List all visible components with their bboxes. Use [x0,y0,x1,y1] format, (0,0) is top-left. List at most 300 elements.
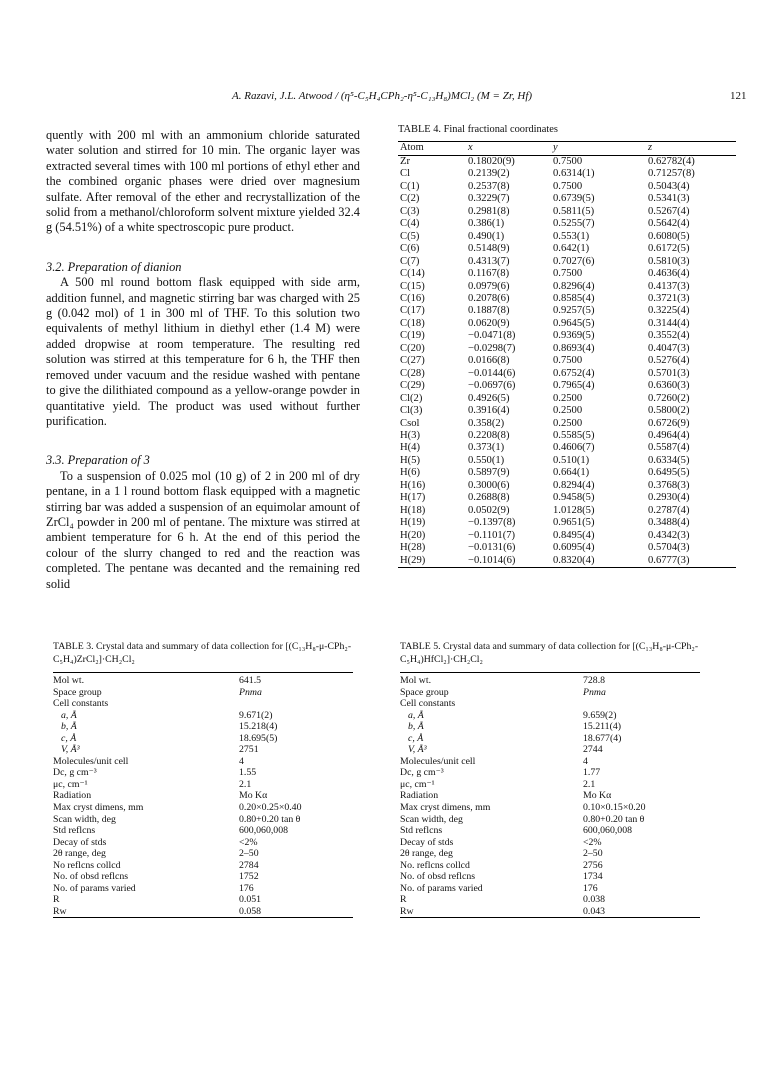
coordinate-cell: 0.3721(3) [648,292,690,304]
table-3 [53,672,353,918]
coordinate-cell: 0.62782(4) [648,156,695,167]
table-row [398,206,736,218]
coordinate-cell: 0.4313(7) [468,255,510,267]
coordinate-cell: 0.5704(3) [648,542,690,554]
coordinate-cell: 0.5043(4) [648,180,690,192]
coordinate-cell: 0.18020(9) [468,156,515,167]
coordinate-cell: 0.5148(9) [468,243,510,255]
coordinate-cell: 0.2139(2) [468,168,510,180]
atom-cell: H(18) [400,504,426,516]
table-row [398,156,736,169]
table-row [400,744,700,756]
table-row [398,455,736,467]
table-row [398,442,736,454]
table-4-caption: TABLE 4. Final fractional coordinates [398,124,558,135]
atom-cell: C(3) [400,205,420,217]
coordinate-cell: 0.2208(8) [468,429,510,441]
table-row [398,355,736,367]
coordinate-cell: −0.0131(6) [468,542,516,554]
parameter-value: 2756 [583,859,603,871]
atom-cell: C(15) [400,280,425,292]
parameter-value: <2% [239,836,258,848]
coordinate-cell: 0.358(2) [468,417,505,429]
table-row [398,542,736,554]
coordinate-cell: 0.4137(3) [648,280,690,292]
parameter-value: Mo Kα [583,790,612,802]
table-row [53,687,353,699]
parameter-value: 0.038 [583,894,606,906]
table-3-crystal-data-zr [53,640,353,918]
table-row [398,318,736,330]
table-row [400,721,700,733]
parameter-value: 641.5 [239,673,353,687]
table-row [400,894,700,906]
atom-cell: H(19) [400,517,426,529]
table-row [398,281,736,293]
table-row [53,779,353,791]
parameter-value: 2–50 [583,848,603,860]
coordinate-cell: 0.6080(5) [648,230,690,242]
table-row [53,767,353,779]
table-row [398,418,736,430]
parameter-label: Radiation [400,790,439,802]
coordinate-cell: 0.5255(7) [553,218,595,230]
column-header: z [648,142,653,153]
coordinate-cell: 0.6777(3) [646,555,736,568]
coordinate-cell: 0.5800(2) [648,405,690,417]
parameter-value [583,698,700,710]
parameter-label: Max cryst dimens, mm [53,802,144,814]
parameter-value: 4 [239,755,244,767]
parameter-value: 15.211(4) [583,721,622,733]
coordinate-cell: 0.4926(5) [468,392,510,404]
table-row [398,480,736,492]
coordinate-cell: 0.4636(4) [648,268,690,280]
table-row [53,894,353,906]
coordinate-cell: 0.2500 [553,392,583,404]
table-row [398,181,736,193]
coordinate-cell: 0.6495(5) [648,467,690,479]
table-5-crystal-data-hf [400,640,700,918]
parameter-label: No. of params varied [53,882,136,894]
atom-cell: C(2) [400,193,420,205]
parameter-label: 2θ range, deg [53,848,106,860]
coordinate-cell: 0.2787(4) [648,504,690,516]
table-row [400,802,700,814]
parameter-value: 9.659(2) [583,709,617,721]
parameter-value: 1752 [239,871,259,883]
coordinate-cell: −0.0471(8) [468,330,516,342]
table-4 [398,141,736,568]
table-4-coordinates [398,124,736,568]
coordinate-cell: 0.6172(5) [648,243,690,255]
parameter-label: R [400,894,407,906]
atom-cell: C(20) [400,342,425,354]
parameter-label: No. of obsd reflcns [400,871,476,883]
coordinate-cell: 0.5341(3) [648,193,690,205]
table-5-caption: TABLE 5. Crystal data and summary of data collection for [(C₁₃H₈-μ-CPh₂-C₅H₄)HfCl₂]·CH₂Cl₂ [400,641,699,665]
atom-cell: C(17) [400,305,425,317]
table-row [400,825,700,837]
parameter-label: Mol wt. [400,673,583,687]
coordinate-cell: −0.0697(6) [468,380,516,392]
table-row [400,906,700,918]
coordinate-cell: 0.7260(2) [648,392,690,404]
parameter-value: 18.677(4) [583,732,622,744]
atom-cell: H(16) [400,479,426,491]
coordinate-cell: 0.9651(5) [553,517,595,529]
atom-cell: C(19) [400,330,425,342]
coordinate-cell: 0.2688(8) [468,492,510,504]
coordinate-cell: 0.510(1) [553,454,590,466]
section-heading-3-2: 3.2. Preparation of dianion [46,259,182,274]
atom-cell: C(27) [400,355,425,367]
table-row [53,790,353,802]
table-row [400,673,700,687]
table-row [398,256,736,268]
table-row [53,825,353,837]
table-row [398,430,736,442]
coordinate-cell: 0.5587(4) [648,442,690,454]
parameter-label: Max cryst dimens, mm [400,802,491,814]
coordinate-cell: 0.71257(8) [648,168,695,180]
atom-cell: H(29) [398,555,466,568]
parameter-label: V, Å³ [408,744,427,756]
coordinate-cell: 0.3488(4) [648,517,690,529]
coordinate-cell: 0.386(1) [468,218,505,230]
paragraph-dianion: A 500 ml round bottom flask equipped with side arm, addition funnel, and magnetic stirring bar was charged with 25 g (0.042 mol) of 1 in 300 ml of THF. To this solution two equivalents of methyl lithium in diethyl ether (1.4 M) were added dropwise at room temperature. The resulting red solution was stirred at this temperature for 6 h, the THF then removed under vacuum and the residue washed with pentane to give the dilithiated compound as a yellow-orange powder in quantitative yield. The product was used without further purification. [46,275,360,428]
coordinate-cell: 0.0620(9) [468,317,510,329]
parameter-value: 0.058 [239,906,353,918]
coordinate-cell: 0.3768(3) [648,479,690,491]
coordinate-cell: 0.7500 [553,268,583,280]
parameter-label: Radiation [53,790,92,802]
coordinate-cell: 0.4964(4) [648,429,690,441]
atom-cell: H(28) [400,542,426,554]
table-row [53,756,353,768]
parameter-label: Molecules/unit cell [400,755,476,767]
table-row [400,756,700,768]
atom-cell: H(17) [400,492,426,504]
atom-cell: H(5) [400,454,421,466]
parameter-label: Dc, g cm⁻³ [53,767,97,779]
table-row [398,330,736,342]
table-row [53,733,353,745]
parameter-value: Mo Kα [239,790,268,802]
table-5 [400,672,700,918]
atom-cell: C(1) [400,180,420,192]
table-row [398,168,736,180]
parameter-value: <2% [583,836,602,848]
parameter-value: 728.8 [583,673,700,687]
table-row [53,848,353,860]
atom-cell: C(7) [400,255,420,267]
parameter-value: 2744 [583,744,603,756]
coordinate-cell: 0.7500 [553,355,583,367]
coordinate-cell: 0.8585(4) [553,292,595,304]
parameter-label: No reflcns collcd [53,859,121,871]
parameter-value: Pnma [239,686,262,698]
coordinate-cell: 0.2981(8) [468,205,510,217]
coordinate-cell: 0.9369(5) [553,330,595,342]
parameter-label: No. of params varied [400,882,483,894]
coordinate-cell: 0.8294(4) [553,479,595,491]
table-row [53,883,353,895]
coordinate-cell: 0.7027(6) [553,255,595,267]
parameter-value: 4 [583,755,588,767]
coordinate-cell: 0.5267(4) [648,205,690,217]
parameter-label: c, Å [408,732,424,744]
coordinate-cell: 0.8693(4) [553,342,595,354]
table-row [398,492,736,504]
table-row [398,467,736,479]
coordinate-cell: 0.4606(7) [553,442,595,454]
table-row [398,555,736,568]
table-row [53,814,353,826]
parameter-value: 176 [239,882,254,894]
coordinate-cell: 0.6752(4) [553,367,595,379]
table-row [398,530,736,542]
coordinate-cell: 0.7500 [553,180,583,192]
parameter-label: μc, cm⁻¹ [53,778,88,790]
column-header: x [468,142,473,153]
coordinate-cell: −0.0298(7) [468,342,516,354]
coordinate-cell: 0.5701(3) [648,367,690,379]
parameter-value: 176 [583,882,598,894]
coordinate-cell: 0.642(1) [553,243,590,255]
coordinate-cell: 0.1167(8) [468,268,510,280]
coordinate-cell: 0.3144(4) [648,317,690,329]
column-header: Atom [400,142,424,153]
coordinate-cell: 0.0166(8) [468,355,510,367]
table-row [398,405,736,417]
coordinate-cell: 0.5810(3) [648,255,690,267]
table-row [53,860,353,872]
atom-cell: C(18) [400,317,425,329]
parameter-value: 600,060,008 [583,825,632,837]
coordinate-cell: 0.6314(1) [553,168,595,180]
table-row [53,698,353,710]
table-row [53,744,353,756]
parameter-value: 18.695(5) [239,732,278,744]
atom-cell: C(29) [400,380,425,392]
coordinate-cell: 0.8320(4) [551,555,646,568]
table-row [398,293,736,305]
coordinate-cell: 0.6360(3) [648,380,690,392]
atom-cell: C(28) [400,367,425,379]
parameter-value: Pnma [583,686,606,698]
page-number: 121 [730,90,747,102]
parameter-label: Cell constants [400,698,456,710]
parameter-label: Std reflcns [53,825,96,837]
parameter-value: 2751 [239,744,259,756]
table-3-caption: TABLE 3. Crystal data and summary of data collection for [(C₁₃H₈-μ-CPh₂-C₅H₄)ZrCl₂]·CH₂Cl₂ [53,641,352,665]
table-row [398,218,736,230]
coordinate-cell: −0.1397(8) [468,517,516,529]
coordinate-cell: 0.2930(4) [648,492,690,504]
atom-cell: C(6) [400,243,420,255]
parameter-value: 2.1 [239,778,252,790]
table-row [400,698,700,710]
parameter-label: V, Å³ [61,744,80,756]
coordinate-cell: 1.0128(5) [553,504,595,516]
parameter-label: Decay of stds [400,836,454,848]
table-row [53,802,353,814]
parameter-value: 0.043 [583,906,700,918]
parameter-label: Scan width, deg [400,813,463,825]
parameter-label: No. reflcns collcd [400,859,470,871]
atom-cell: H(3) [400,429,421,441]
coordinate-cell: 0.2500 [553,405,583,417]
parameter-label: c, Å [61,732,77,744]
coordinate-cell: 0.1887(8) [468,305,510,317]
coordinate-cell: 0.5642(4) [648,218,690,230]
atom-cell: H(4) [400,442,421,454]
table-row [400,733,700,745]
coordinate-cell: 0.550(1) [468,454,505,466]
paragraph-continued: quently with 200 ml with an ammonium chloride saturated water solution and stirred for 10 min. The organic layer was extracted several times with 100 ml portions of ethyl ether and the combined organic phases were dried over magnesium sulfate. After removal of the ether and recrystallization of the solid from a methanol/chloroform solvent mixture yielded 32.4 g (54.51%) of a white spectroscopic pure product. [46,128,360,235]
coordinate-cell: 0.664(1) [553,467,590,479]
table-row [400,837,700,849]
coordinate-cell: 0.6095(4) [553,542,595,554]
table-row [398,305,736,317]
table-row [53,673,353,687]
section-heading-3-3: 3.3. Preparation of 3 [46,453,150,468]
table-row [398,231,736,243]
coordinate-cell: 0.3000(6) [468,479,510,491]
parameter-label: a, Å [408,709,424,721]
table-row [53,837,353,849]
coordinate-cell: 0.9645(5) [553,317,595,329]
parameter-value: 0.80+0.20 tan θ [239,813,301,825]
parameter-value: 0.051 [239,894,262,906]
coordinate-cell: 0.8495(4) [553,529,595,541]
parameter-label: Mol wt. [53,673,239,687]
coordinate-cell: 0.7965(4) [553,380,595,392]
parameter-label: No. of obsd reflcns [53,871,129,883]
parameter-value: 2–50 [239,848,259,860]
table-row [53,906,353,918]
parameter-label: b, Å [408,721,424,733]
coordinate-cell: −0.1014(6) [466,555,551,568]
coordinate-cell: 0.490(1) [468,230,505,242]
coordinate-cell: 0.0979(6) [468,280,510,292]
atom-cell: H(20) [400,529,426,541]
parameter-value: 9.671(2) [239,709,273,721]
table-row [400,767,700,779]
parameter-value: 1734 [583,871,603,883]
parameter-value: 600,060,008 [239,825,288,837]
table-row [398,368,736,380]
table-row [400,687,700,699]
coordinate-cell: 0.553(1) [553,230,590,242]
coordinate-cell: 0.5897(9) [468,467,510,479]
parameter-label: μc, cm⁻¹ [400,778,435,790]
parameter-value: 0.80+0.20 tan θ [583,813,645,825]
coordinate-cell: 0.9458(5) [553,492,595,504]
table-row [53,721,353,733]
parameter-label: Space group [53,686,102,698]
parameter-label: Cell constants [53,698,109,710]
coordinate-cell: 0.3225(4) [648,305,690,317]
parameter-label: Rw [400,906,583,918]
parameter-value: 2784 [239,859,259,871]
atom-cell: Cl [400,168,411,180]
coordinate-cell: 0.2537(8) [468,180,510,192]
atom-cell: Zr [400,156,410,167]
table-row [398,380,736,392]
parameter-value: 0.10×0.15×0.20 [583,802,646,814]
coordinate-cell: 0.4047(3) [648,342,690,354]
running-title: A. Razavi, J.L. Atwood / (η⁵-C₅H₄CPh₂-η⁵-C₁₃H₈)MCl₂ (M = Zr, Hf) [232,90,533,102]
coordinate-cell: −0.1101(7) [468,529,516,541]
parameter-label: Scan width, deg [53,813,116,825]
coordinate-cell: 0.6739(5) [553,193,595,205]
running-header [0,90,779,106]
coordinate-cell: −0.0144(6) [468,367,516,379]
table-row [53,710,353,722]
parameter-value: 0.20×0.25×0.40 [239,802,302,814]
table-row [400,871,700,883]
coordinate-cell: 0.0502(9) [468,504,510,516]
table-header-row [398,142,736,156]
coordinate-cell: 0.3229(7) [468,193,510,205]
coordinate-cell: 0.5811(5) [553,205,595,217]
parameter-label: a, Å [61,709,77,721]
table-row [400,710,700,722]
coordinate-cell: 0.7500 [553,156,583,167]
coordinate-cell: 0.6334(5) [648,454,690,466]
table-row [400,860,700,872]
paragraph-preparation-3: To a suspension of 0.025 mol (10 g) of 2 in 200 ml of dry pentane, in a 1 l round bottom flask equipped with a magnetic stirring bar was added a suspension of an equimolar amount of ZrCl₄ powder in 200 ml of pentane. The mixture was stirred at ambient temperature for 6 h. At the end of this period the colour of the slurry changed to red and the reaction was completed. The pentane was decanted and the remaining red solid [46,468,360,591]
parameter-label: 2θ range, deg [400,848,453,860]
atom-cell: C(14) [400,268,425,280]
atom-cell: Cl(2) [400,392,423,404]
coordinate-cell: 0.3552(4) [648,330,690,342]
coordinate-cell: 0.2078(6) [468,292,510,304]
parameter-label: Molecules/unit cell [53,755,129,767]
parameter-value: 15.218(4) [239,721,278,733]
body-text-column [46,128,360,592]
parameter-value: 1.77 [583,767,601,779]
parameter-label: Space group [400,686,449,698]
coordinate-cell: 0.373(1) [468,442,505,454]
parameter-value: 1.55 [239,767,257,779]
table-row [398,505,736,517]
table-row [398,517,736,529]
table-row [398,393,736,405]
coordinate-cell: 0.6726(9) [648,417,690,429]
coordinate-cell: 0.8296(4) [553,280,595,292]
parameter-value: 2.1 [583,778,596,790]
table-row [400,848,700,860]
coordinate-cell: 0.4342(3) [648,529,690,541]
atom-cell: Cl(3) [400,405,423,417]
table-row [400,814,700,826]
table-row [53,871,353,883]
coordinate-cell: 0.5585(5) [553,429,595,441]
atom-cell: C(4) [400,218,420,230]
coordinate-cell: 0.5276(4) [648,355,690,367]
table-row [400,779,700,791]
column-header: y [553,142,558,153]
parameter-label: Rw [53,906,239,918]
table-row [398,193,736,205]
table-row [400,883,700,895]
parameter-label: Std reflcns [400,825,443,837]
table-row [398,268,736,280]
parameter-label: Decay of stds [53,836,107,848]
